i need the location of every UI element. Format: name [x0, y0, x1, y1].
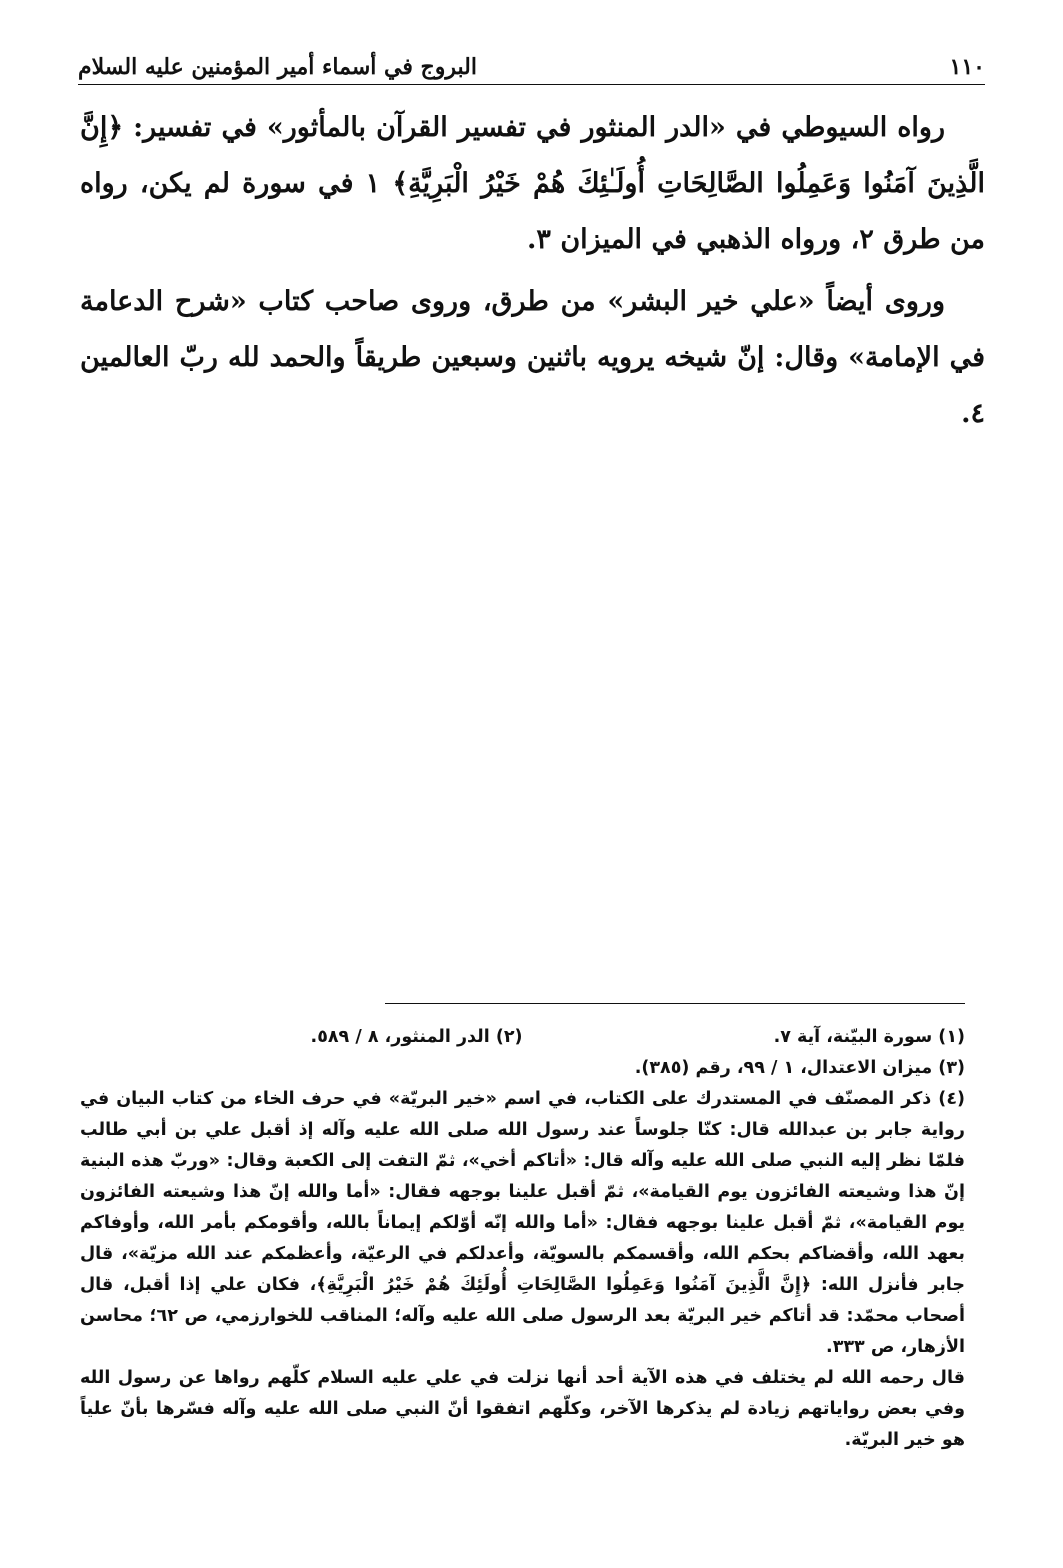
footnote-1: (١) سورة البيّنة، آية ٧.	[773, 1027, 965, 1047]
running-title: البروج في أسماء أمير المؤمنين عليه السلام	[78, 54, 477, 80]
footnote-note: قال رحمه الله لم يختلف في هذه الآية أحد أنها نزلت في علي عليه السلام كلّهم رواها عن رسول الله وفي بعض رواياتهم زيادة لم يذكرها الآخر، وكلّهم اتفقوا أنّ النبي صلى الله عليه وآله فسّرها بأنّ علياً هو خير البريّة.	[80, 1368, 965, 1450]
page-number: ١١٠	[949, 54, 985, 80]
running-header	[78, 40, 985, 85]
main-text	[80, 100, 985, 448]
footnote-3: (٣) ميزان الاعتدال، ١ / ٩٩، رقم (٣٨٥).	[634, 1058, 965, 1078]
footnote-2: (٢) الدر المنثور، ٨ / ٥٨٩.	[310, 1027, 523, 1047]
footnote-separator	[385, 1003, 965, 1004]
footnotes	[80, 1022, 965, 1456]
footnote-row-1-2	[80, 1022, 965, 1053]
paragraph-2: وروى أيضاً «علي خير البشر» من طرق، وروى صاحب كتاب «شرح الدعامة في الإمامة» وقال: إنّ شيخه يرويه باثنين وسبعين طريقاً والحمد لله ربّ العالمين ٤.	[80, 286, 985, 429]
paragraph-1: رواه السيوطي في «الدر المنثور في تفسير القرآن بالمأثور» في تفسير: ﴿إِنَّ الَّذِينَ آمَنُوا وَعَمِلُوا الصَّالِحَاتِ أُولَـٰئِكَ هُمْ خَيْرُ الْبَرِيَّةِ﴾ ١ في سورة لم يكن، رواه من طرق ٢، ورواه الذهبي في الميزان ٣.	[80, 112, 986, 255]
footnote-4: (٤) ذكر المصنّف في المستدرك على الكتاب، في اسم «خير البريّة» في حرف الخاء من كتاب البيان في رواية جابر بن عبدالله قال: كنّا جلوساً عند رسول الله صلى الله عليه وآله إذ أقبل علي بن أبي طالب فلمّا نظر إليه النبي صلى الله عليه وآله قال: «أتاكم أخي»، ثمّ التفت إلى الكعبة وقال: «وربّ هذه البنية إنّ هذا وشيعته الفائزون يوم القيامة»، ثمّ أقبل علينا بوجهه فقال: «أما والله إنّ هذا وشيعته الفائزون يوم القيامة»، ثمّ أقبل علينا بوجهه فقال: «أما والله إنّه أوّلكم إيماناً بالله، وأقومكم بأمر الله، وأوفاكم بعهد الله، وأقضاكم بحكم الله، وأقسمكم بالسويّة، وأعدلكم في الرعيّة، وأعظمكم عند الله مزيّة»، قال جابر فأنزل الله: ﴿إِنَّ الَّذِينَ آمَنُوا وَعَمِلُوا الصَّالِحَاتِ أُولَئِكَ هُمْ خَيْرُ الْبَرِيَّةِ﴾، فكان علي إذا أقبل، قال أصحاب محمّد: قد أتاكم خير البريّة بعد الرسول صلى الله عليه وآله؛ المناقب للخوارزمي، ص ٦٢؛ محاسن الأزهار، ص ٣٣٣.	[80, 1089, 965, 1357]
